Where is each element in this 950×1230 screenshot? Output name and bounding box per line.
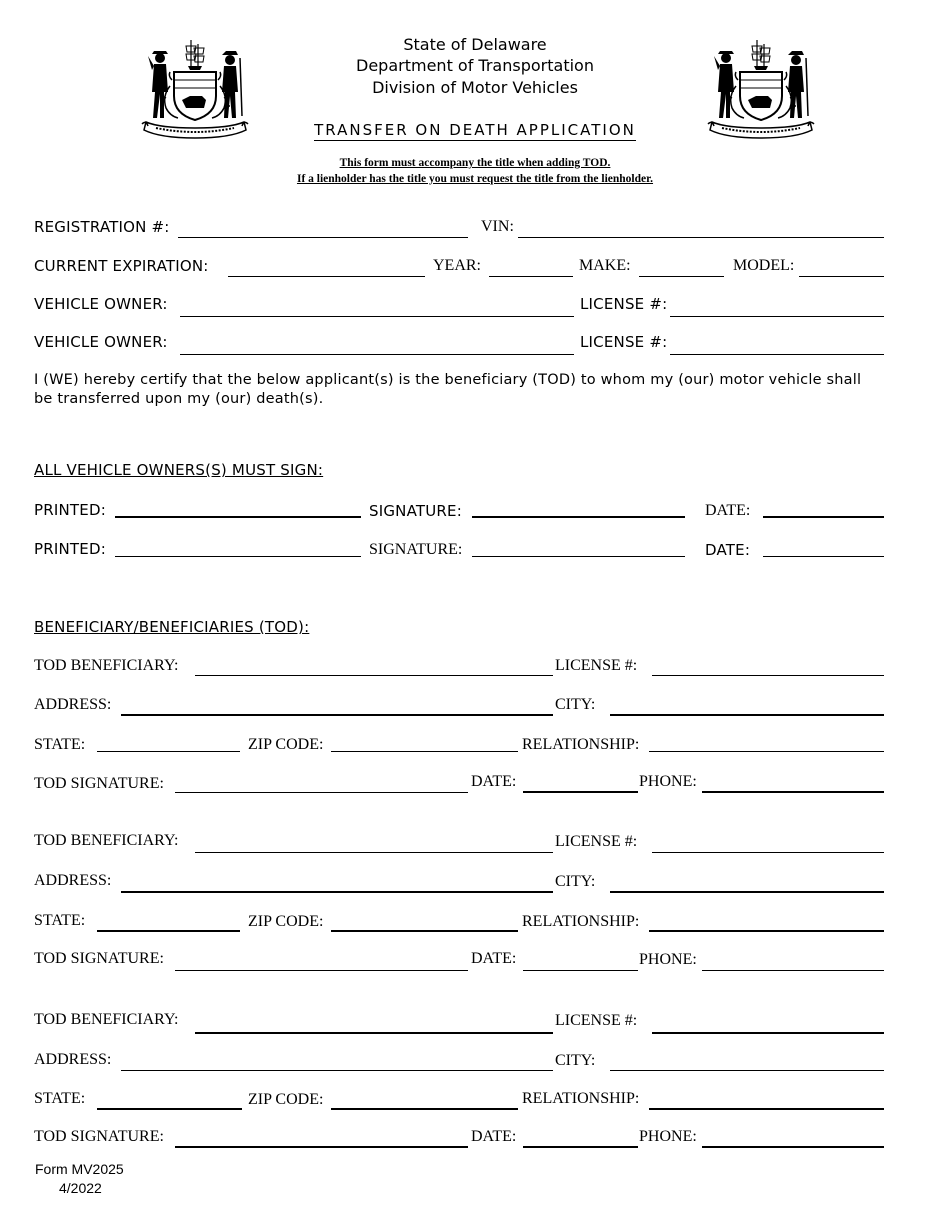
state-label: STATE: <box>34 1090 86 1107</box>
relationship-label: RELATIONSHIP: <box>522 913 640 930</box>
registration-field[interactable] <box>178 237 468 238</box>
owner-signature-field-1[interactable] <box>472 516 685 518</box>
tod-beneficiary-label: TOD BENEFICIARY: <box>34 1011 179 1028</box>
tod-state-field-2[interactable] <box>97 930 240 932</box>
relationship-label: RELATIONSHIP: <box>522 736 640 753</box>
owner-signature-field-2[interactable] <box>472 556 685 557</box>
tod-signature-label: TOD SIGNATURE: <box>34 1128 164 1145</box>
tod-phone-field-2[interactable] <box>702 970 884 971</box>
tod-state-field-3[interactable] <box>97 1108 242 1110</box>
tod-date-field-1[interactable] <box>523 791 638 793</box>
zip-code-label: ZIP CODE: <box>248 913 324 930</box>
tod-zip-field-3[interactable] <box>331 1108 518 1110</box>
tod-zip-field-1[interactable] <box>331 751 518 752</box>
tod-date-label: DATE: <box>471 950 517 967</box>
registration-label: REGISTRATION #: <box>34 218 170 236</box>
year-field[interactable] <box>489 276 573 277</box>
tod-beneficiary-label: TOD BENEFICIARY: <box>34 832 179 849</box>
year-label: YEAR: <box>433 257 481 274</box>
certification-statement: I (WE) hereby certify that the below applicant(s) is the beneficiary (TOD) to whom my (our) motor vehicle shall be transferred upon my (our) death(s). <box>34 372 862 407</box>
tod-date-label: DATE: <box>471 1128 517 1145</box>
tod-relationship-field-1[interactable] <box>649 751 884 752</box>
city-label: CITY: <box>555 873 596 890</box>
form-title-wrapper <box>0 121 950 140</box>
tod-beneficiary-label: TOD BENEFICIARY: <box>34 657 179 674</box>
city-label: CITY: <box>555 1052 596 1069</box>
tod-license-field-3[interactable] <box>652 1032 884 1034</box>
vehicle-owner-field-2[interactable] <box>180 354 574 355</box>
tod-signature-field-2[interactable] <box>175 970 468 971</box>
vehicle-owner-label: VEHICLE OWNER: <box>34 295 168 313</box>
state-name: State of Delaware <box>403 35 547 54</box>
printed-name-field-2[interactable] <box>115 556 361 557</box>
tod-zip-field-2[interactable] <box>331 930 518 932</box>
vehicle-owner-label: VEHICLE OWNER: <box>34 333 168 351</box>
printed-name-field-1[interactable] <box>115 516 361 518</box>
owner-date-field-1[interactable] <box>763 516 884 518</box>
make-field[interactable] <box>639 276 724 277</box>
state-label: STATE: <box>34 736 86 753</box>
division-name: Division of Motor Vehicles <box>372 78 578 97</box>
vin-field[interactable] <box>518 237 884 238</box>
tod-beneficiary-field-2[interactable] <box>195 852 553 853</box>
owner-license-field-2[interactable] <box>670 354 884 355</box>
tod-license-label: LICENSE #: <box>555 1012 638 1029</box>
tod-address-field-1[interactable] <box>121 714 553 716</box>
form-title: TRANSFER ON DEATH APPLICATION <box>314 121 636 139</box>
model-label: MODEL: <box>733 257 795 274</box>
tod-license-field-1[interactable] <box>652 675 884 676</box>
notice-title-required: This form must accompany the title when adding TOD. <box>339 157 611 169</box>
tod-signature-field-1[interactable] <box>175 792 468 793</box>
tod-date-field-2[interactable] <box>523 970 638 971</box>
phone-label: PHONE: <box>639 773 697 790</box>
tod-address-field-3[interactable] <box>121 1070 553 1071</box>
beneficiaries-heading: BENEFICIARY/BENEFICIARIES (TOD): <box>34 618 310 636</box>
tod-beneficiary-field-1[interactable] <box>195 675 553 676</box>
tod-city-field-3[interactable] <box>610 1070 884 1071</box>
owner-license-field-1[interactable] <box>670 316 884 317</box>
phone-label: PHONE: <box>639 1128 697 1145</box>
vehicle-owner-field-1[interactable] <box>180 316 574 317</box>
address-label: ADDRESS: <box>34 1051 112 1068</box>
current-expiration-field[interactable] <box>228 276 425 277</box>
phone-label: PHONE: <box>639 951 697 968</box>
tod-license-label: LICENSE #: <box>555 833 638 850</box>
printed-label: PRINTED: <box>34 540 106 558</box>
make-label: MAKE: <box>579 257 631 274</box>
tod-date-field-3[interactable] <box>523 1146 638 1148</box>
tod-relationship-field-3[interactable] <box>649 1108 884 1110</box>
form-revision: 4/2022 <box>59 1180 102 1196</box>
tod-phone-field-1[interactable] <box>702 791 884 793</box>
owner-license-label: LICENSE #: <box>580 295 668 313</box>
tod-date-label: DATE: <box>471 773 517 790</box>
zip-code-label: ZIP CODE: <box>248 1091 324 1108</box>
model-field[interactable] <box>799 276 884 277</box>
notice-lienholder: If a lienholder has the title you must request the title from the lienholder. <box>296 173 654 185</box>
tod-phone-field-3[interactable] <box>702 1146 884 1148</box>
signature-label: SIGNATURE: <box>369 502 462 520</box>
tod-relationship-field-2[interactable] <box>649 930 884 932</box>
tod-city-field-2[interactable] <box>610 891 884 893</box>
tod-address-field-2[interactable] <box>121 891 553 893</box>
signature-label: SIGNATURE: <box>369 541 463 558</box>
date-label: DATE: <box>705 541 751 559</box>
zip-code-label: ZIP CODE: <box>248 736 324 753</box>
relationship-label: RELATIONSHIP: <box>522 1090 640 1107</box>
tod-signature-field-3[interactable] <box>175 1146 468 1148</box>
state-label: STATE: <box>34 912 86 929</box>
tod-signature-label: TOD SIGNATURE: <box>34 950 164 967</box>
current-expiration-label: CURRENT EXPIRATION: <box>34 257 209 275</box>
address-label: ADDRESS: <box>34 872 112 889</box>
tod-city-field-1[interactable] <box>610 714 884 716</box>
department-name: Department of Transportation <box>356 56 594 75</box>
city-label: CITY: <box>555 696 596 713</box>
tod-state-field-1[interactable] <box>97 751 240 752</box>
address-label: ADDRESS: <box>34 696 112 713</box>
tod-signature-label: TOD SIGNATURE: <box>34 775 164 792</box>
printed-label: PRINTED: <box>34 501 106 519</box>
tod-license-label: LICENSE #: <box>555 657 638 674</box>
tod-beneficiary-field-3[interactable] <box>195 1032 553 1034</box>
form-number: Form MV2025 <box>35 1161 124 1177</box>
date-label: DATE: <box>705 502 751 519</box>
vin-label: VIN: <box>481 218 514 235</box>
owner-date-field-2[interactable] <box>763 556 884 557</box>
owners-sign-heading: ALL VEHICLE OWNERS(S) MUST SIGN: <box>34 461 324 479</box>
owner-license-label: LICENSE #: <box>580 333 668 351</box>
tod-license-field-2[interactable] <box>652 852 884 853</box>
